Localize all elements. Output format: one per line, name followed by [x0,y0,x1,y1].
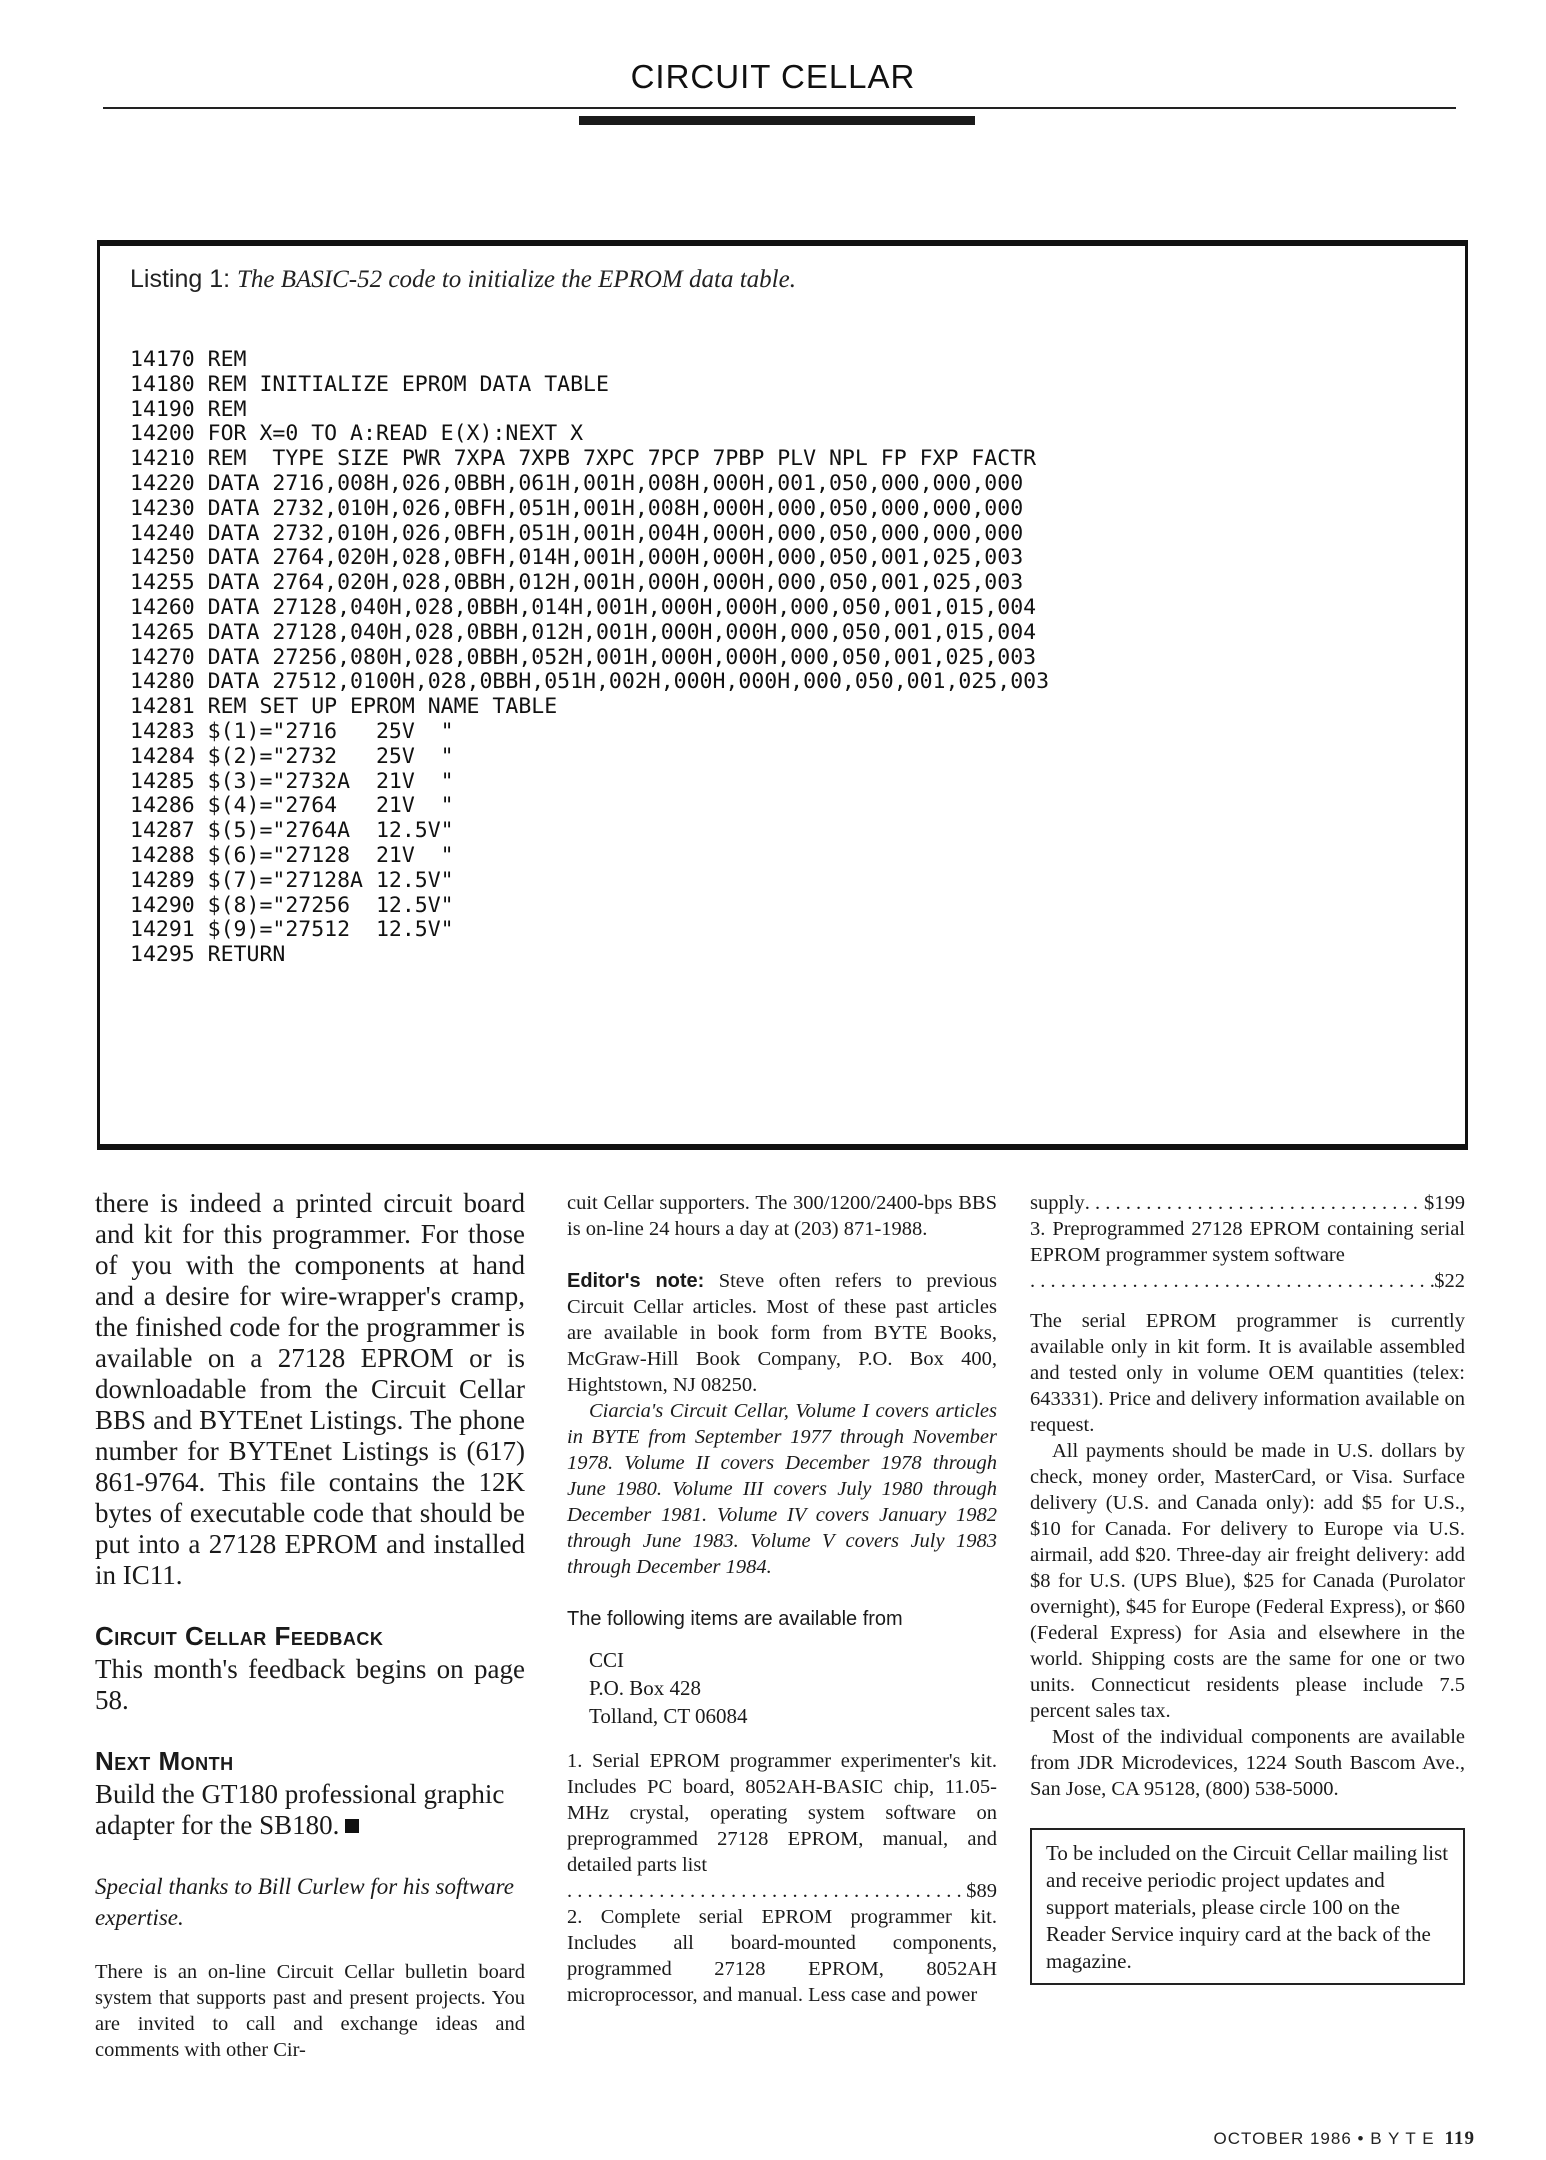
available-from: The following items are available from [567,1608,903,1630]
bbs-note-end: cuit Cellar supporters. The 300/1200/2400-bps BBS is on-line 24 hours a day at (203) 871-1988. [567,1192,997,1240]
bbs-note-start: There is an on-line Circuit Cellar bulletin board system that supports past and present projects. You are invited to call and exchange ideas and comments with other Cir- [95,1961,525,2061]
code-line: 14250 DATA 2764,020H,028,0BFH,014H,001H,000H,000H,000,050,001,025,003 [130,545,1024,571]
code-line: 14291 $(9)="27512 12.5V" [130,917,454,943]
item-2-price-line [1030,1190,1465,1216]
page-number: 119 [1444,2128,1475,2149]
code-line: 14180 REM INITIALIZE EPROM DATA TABLE [130,371,609,397]
code-line: 14283 $(1)="2716 25V " [130,718,454,744]
address-line: P.O. Box 428 [589,1676,702,1700]
code-line: 14240 DATA 2732,010H,026,0BFH,051H,001H,004H,000H,000,050,000,000,000 [130,520,1024,546]
code-line: 14270 DATA 27256,080H,028,0BBH,052H,001H,000H,000H,000,050,001,025,003 [130,644,1037,670]
thanks-note: Special thanks to Bill Curlew for his software expertise. [95,1874,514,1930]
code-line: 14285 $(3)="2732A 21V " [130,768,454,794]
code-line: 14210 REM TYPE SIZE PWR 7XPA 7XPB 7XPC 7PCP 7PBP PLV NPL FP FXP FACTR [130,446,1037,472]
next-month-heading: Next Month [95,1746,234,1776]
listing-caption [130,265,796,294]
editors-note-lead: Editor's note: [567,1270,705,1292]
item-3-price-line [1030,1268,1465,1294]
code-line: 14288 $(6)="27128 21V " [130,842,454,868]
item-2-price: $199 [1424,1192,1465,1214]
code-line: 14265 DATA 27128,040H,028,0BBH,012H,001H,000H,000H,000,050,001,015,004 [130,619,1037,645]
mailing-list-box [1030,1828,1465,1985]
code-line: 14200 FOR X=0 TO A:READ E(X):NEXT X [130,421,584,447]
code-line: 14281 REM SET UP EPROM NAME TABLE [130,694,558,720]
code-line: 14255 DATA 2764,020H,028,0BBH,012H,001H,000H,000H,000,050,001,025,003 [130,570,1024,596]
item-3-price: $22 [1434,1270,1465,1292]
code-line: 14260 DATA 27128,040H,028,0BBH,014H,001H,000H,000H,000,050,001,015,004 [130,594,1037,620]
next-month-body: Build the GT180 professional graphic adapter for the SB180. [95,1779,505,1840]
end-of-article-mark [345,1819,359,1833]
code-line: 14286 $(4)="2764 21V " [130,793,454,819]
code-line: 14190 REM [130,396,247,422]
page-footer [1040,2128,1475,2150]
item-1 [567,1748,997,1878]
mailing-list-text: To be included on the Circuit Cellar mailing list and receive periodic project updates and support materials, please circle 100 on the Reader Service inquiry card at the back of the magazine. [1046,1841,1449,1973]
listing-label: Listing 1: [130,265,238,293]
column-3 [1030,1190,1465,1985]
item-1-price-line [567,1878,997,1904]
next-month-text [95,1779,525,1841]
payments-note: All payments should be made in U.S. dollars by check, money order, MasterCard, or Visa. Surface delivery (U.S. and Canada only): add $5 for U.S., $10 for Canada. For delivery to Europe via U.S. airmail, add $20. Three-day air freight delivery: add $8 for U.S. (UPS Blue), $25 for Canada (Purolator overnight), $45 for Europe (Federal Express), or $60 (Federal Express) for Asia and elsewhere in the world. Shipping costs are the same for one or two units. Connecticut residents please include 7.5 percent sales tax. [1030,1440,1465,1722]
code-line: 14295 RETURN [130,942,286,968]
item-3: 3. Preprogrammed 27128 EPROM containing serial EPROM programmer system software [1030,1218,1465,1266]
kit-availability-note: The serial EPROM programmer is currently available only in kit form. It is available assembled and tested only in volume OEM quantities (telex: 643331). Price and delivery information available on request. [1030,1310,1465,1436]
column-1 [95,1188,525,2063]
code-line: 14290 $(8)="27256 12.5V" [130,892,454,918]
body-paragraph: there is indeed a printed circuit board and kit for this programmer. For those of you with the components at hand and a desire for wire-wrapper's cramp, the finished code for the programmer is available on a 27128 EPROM or is downloadable from the Circuit Cellar BBS and BYTEnet Listings. The phone number for BYTEnet Listings is (617) 861-9764. This file contains the 12K bytes of executable code that should be put into a 27128 EPROM and installed in IC11. [95,1188,525,1590]
editors-note-text: Steve often refers to previous Circuit Cellar articles. Most of these past articles are available in book form from BYTE Books, McGraw-Hill Book Company, P.O. Box 400, Hightstown, NJ 08250. [567,1270,997,1396]
feedback-text: This month's feedback begins on page 58. [95,1654,525,1715]
item-1-text: 1. Serial EPROM programmer experimenter's kit. Includes PC board, 8052AH-BASIC chip, 11.05-MHz crystal, operating system software on preprogrammed 27128 EPROM, manual, and detailed parts list [567,1750,997,1876]
code-line: 14170 REM [130,347,247,372]
editors-note [567,1268,997,1398]
column-2 [567,1190,997,2008]
item-1-price: $89 [966,1880,997,1902]
listing-caption-text: The BASIC-52 code to initialize the EPROM data table. [237,266,796,293]
item-2-end: supply [1030,1192,1085,1214]
issue-date: OCTOBER 1986 • B Y T E [1213,2129,1435,2148]
item-2-start: 2. Complete serial EPROM programmer kit. Includes all board-mounted components, programmed 27128 EPROM, 8052AH microprocessor, and manual. Less case and power [567,1906,997,2006]
code-line: 14284 $(2)="2732 25V " [130,743,454,769]
feedback-heading: Circuit Cellar Feedback [95,1621,384,1651]
basic-code-listing [130,348,1049,968]
vendor-address [589,1646,997,1730]
address-line: Tolland, CT 06084 [589,1704,748,1728]
running-head: CIRCUIT CELLAR [630,58,916,95]
jdr-note: Most of the individual components are available from JDR Microdevices, 1224 South Bascom Ave., San Jose, CA 95128, (800) 538-5000. [1030,1726,1465,1800]
code-line: 14287 $(5)="2764A 12.5V" [130,818,454,844]
code-line: 14280 DATA 27512,0100H,028,0BBH,051H,002H,000H,000H,000,050,001,025,003 [130,669,1050,695]
volumes-note: Ciarcia's Circuit Cellar, Volume I covers articles in BYTE from September 1977 through November 1978. Volume II covers December 1978 through June 1980. Volume III covers July 1980 through December 1981. Volume IV covers January 1982 through June 1983. Volume V covers July 1983 through December 1984. [567,1400,997,1578]
code-line: 14220 DATA 2716,008H,026,0BBH,061H,001H,008H,000H,001,050,000,000,000 [130,470,1024,496]
header-bar [579,116,975,125]
header-rule [103,107,1456,109]
code-line: 14289 $(7)="27128A 12.5V" [130,867,454,893]
address-line: CCI [589,1648,625,1672]
code-line: 14230 DATA 2732,010H,026,0BFH,051H,001H,008H,000H,000,050,000,000,000 [130,495,1024,521]
